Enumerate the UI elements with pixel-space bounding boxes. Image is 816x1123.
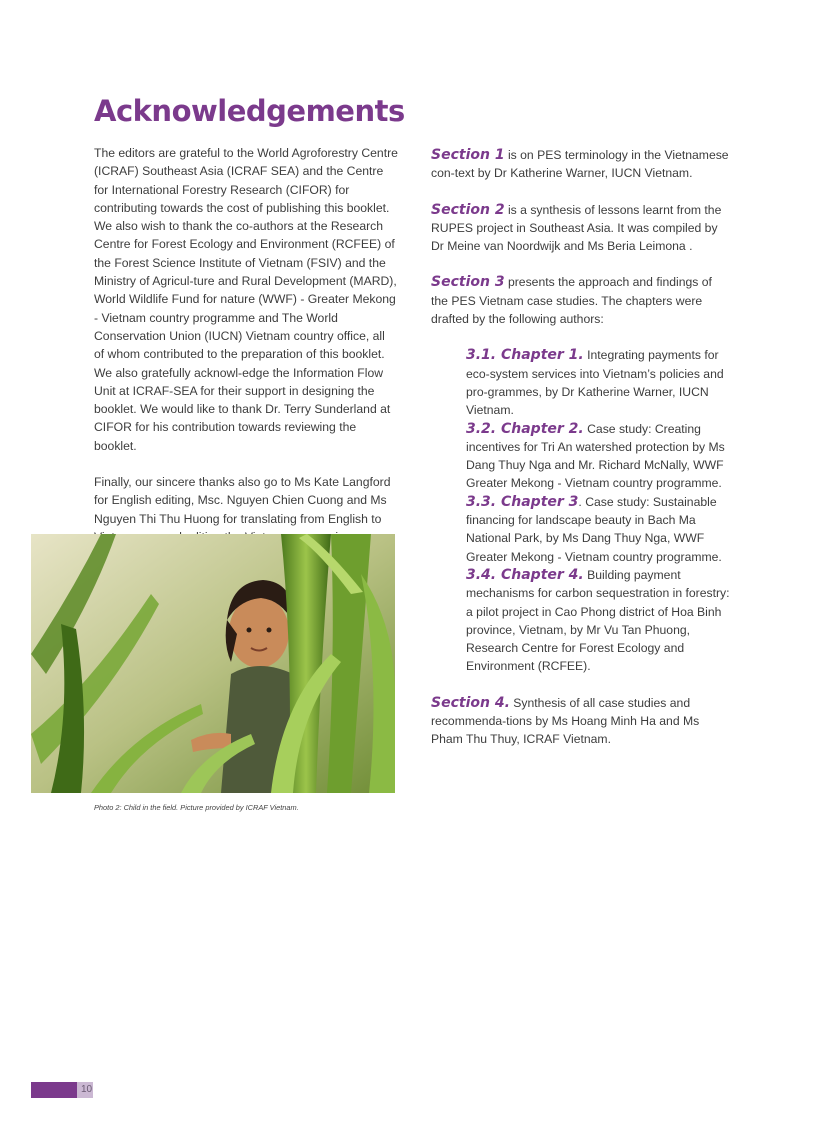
chapter-text: Integrating payments for eco-system services into Vietnam’s policies and pro-grammes, by Dr Katherine Warner, IUCN Vietnam. — [466, 348, 724, 418]
chapter-label: 3.3. Chapter 3 — [466, 493, 579, 510]
chapter-item — [466, 346, 731, 419]
footer-accent-bar — [31, 1082, 77, 1098]
section-1-text: is on PES terminology in the Vietnamese con-text by Dr Katherine Warner, IUCN Vietnam. — [431, 148, 729, 181]
chapter-label: 3.4. Chapter 4. — [466, 566, 584, 583]
section-1-label: Section 1 — [431, 147, 505, 163]
section-4-paragraph — [431, 694, 731, 749]
chapter-text: . Case study: Sustainable financing for landscape beauty in Bach Ma National Park, by Ms Dang Thuy Nga, WWF Greater Mekong - Vietnam country programme. — [466, 494, 722, 564]
photo-caption: Photo 2: Child in the field. Picture provided by ICRAF Vietnam. — [94, 803, 299, 812]
section-1-paragraph — [431, 146, 731, 183]
section-2-paragraph — [431, 201, 731, 256]
chapter-item — [466, 493, 731, 566]
section-3-paragraph — [431, 273, 731, 328]
acknowledgement-paragraph: Finally, our sincere thanks also go to Ms Kate Langford for English editing, Msc. Nguyen Chien Cuong and Ms Nguyen Thi Thu Huong for translating from English to — [94, 475, 391, 526]
chapter-item — [466, 566, 731, 676]
photo-child-in-field — [31, 534, 395, 793]
chapter-label: 3.1. Chapter 1. — [466, 347, 584, 364]
chapter-item — [466, 420, 731, 493]
section-3-label: Section 3 — [431, 274, 505, 291]
section-2-label: Section 2 — [431, 201, 505, 218]
left-column — [94, 144, 398, 546]
section-4-text: Synthesis of all case studies and recommenda-tions by Ms Hoang Minh Ha and Ms Pham Thu Thuy, ICRAF Vietnam. — [431, 695, 700, 747]
section-4-label: Section 4. — [431, 694, 510, 711]
chapter-text: Building payment mechanisms for carbon sequestration in forestry: a pilot project in Cao Phong district of Hoa Binh province, Vietnam, by Mr Vu Tan Phuong, Research Centre for Forest Ecology and Environment (RCFEE). — [466, 567, 730, 674]
section-2-text: is a synthesis of lessons learnt from the RUPES project in Southeast Asia. It was compiled by Dr Meine van Noordwijk and Ms Beria Leimona . — [431, 202, 722, 254]
right-column — [431, 146, 731, 767]
chapter-list — [466, 346, 731, 675]
section-3-text: presents the approach and findings of the PES Vietnam case studies. The chapters were drafted by the following authors: — [431, 275, 712, 327]
chapter-text: Case study: Creating incentives for Tri An watershed protection by Ms Dang Thuy Nga and Mr. Richard McNally, WWF Greater Mekong - Vietnam country programme. — [466, 421, 725, 491]
page-title: Acknowledgements — [94, 94, 405, 128]
chapter-label: 3.2. Chapter 2. — [466, 420, 584, 437]
page-number: 10 — [81, 1084, 93, 1095]
acknowledgement-paragraph: The editors are grateful to the World Agroforestry Centre (ICRAF) Southeast Asia (ICRAF SEA) and the Centre for International Forestry Research (CIFOR) for contributing towards the cost of publishing this booklet. We also wish to thank the co-authors at the Research Centre for Forest Ecology and Environment (RCFEE) of the Forest Science Institute of Vietnam (FSIV) and the Ministry of Agricul-ture and Rural Development (MARD), World Wildlife Fund for nature (WWF) - Greater Mekong - Vietnam country programme and The World Conservation Union (IUCN) Vietnam country office, all of whom contributed to the preparation of this booklet. We also gratefully acknowl-edge the Information Flow Unit at ICRAF-SEA for their support in designing the booklet. We would like to thank Dr. Terry Sunderland at CIFOR for his contribution towards reviewing the booklet. — [94, 146, 398, 453]
